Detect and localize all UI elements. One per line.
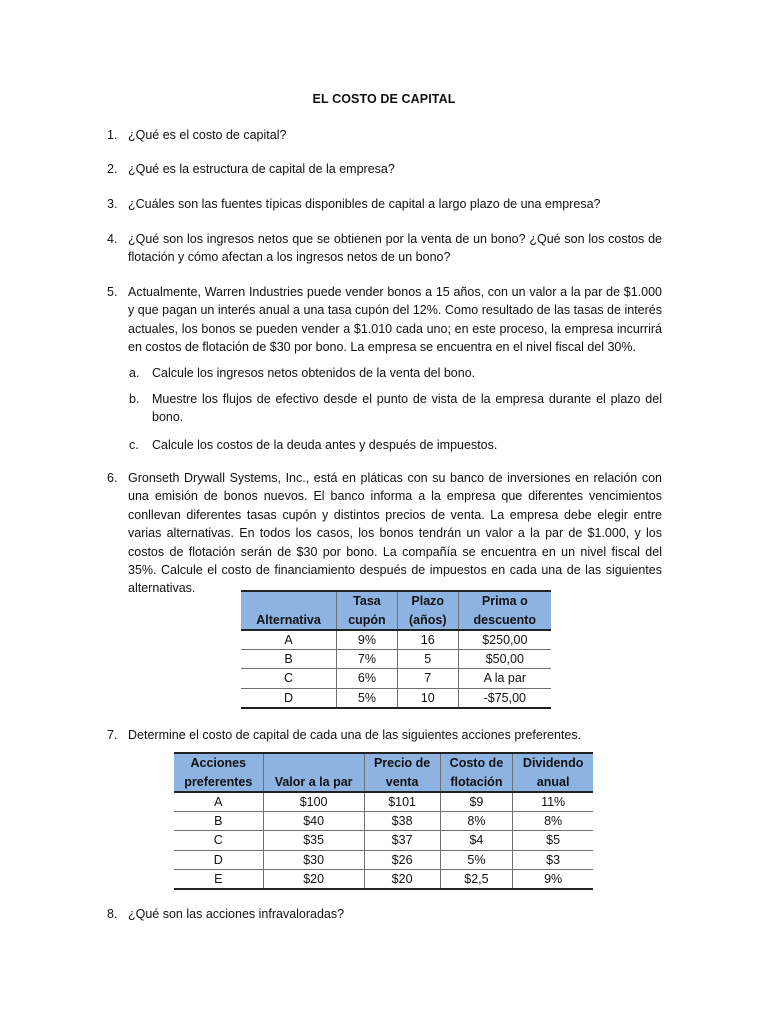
header-costo-de-flotacion: Costo de flotación (440, 753, 513, 792)
header-alternativa: Alternativa (241, 591, 337, 630)
table-cell: 6% (337, 669, 398, 688)
question-number: 6. (107, 471, 118, 485)
sub-item-text: Muestre los flujos de efectivo desde el punto de vista de la empresa durante el plazo del bono. (152, 392, 662, 425)
sub-item-letter: a. (129, 366, 140, 380)
sub-item-letter: b. (129, 392, 140, 406)
table-cell: 5% (440, 850, 513, 869)
table-cell: $20 (364, 869, 440, 889)
table-header-row (174, 753, 593, 792)
question-text: Actualmente, Warren Industries puede vender bonos a 15 años, con un valor a la par de $1.000 y que pagan un interés anual a una tasa cupón del 12%. Como resultado de las tasas de interés actuales, los bonos se pueden vender a $1.010 cada uno; en este proceso, la empresa incurrirá en costos de flotación de $30 por bono. La empresa se encuentra en el nivel fiscal del 30%. (128, 285, 662, 355)
header-plazo: Plazo (años) (397, 591, 458, 630)
question-text: Determine el costo de capital de cada una de las siguientes acciones preferentes. (128, 728, 582, 742)
table-cell: B (284, 652, 293, 667)
table-cell: 8% (513, 812, 593, 831)
table-cell: 7% (337, 650, 398, 669)
table-cell: 9% (513, 869, 593, 889)
header-prima-descuento: Prima o descuento (458, 591, 551, 630)
table-row (174, 869, 593, 889)
table-row (241, 630, 551, 650)
bond-alternatives-table (241, 590, 551, 709)
table-cell: A la par (458, 669, 551, 688)
table-header-row (241, 591, 551, 630)
table-cell: $26 (364, 850, 440, 869)
header-tasa-cupon: Tasa cupón (337, 591, 398, 630)
question-number: 4. (107, 232, 118, 246)
table-cell: $40 (263, 812, 364, 831)
table-row (174, 812, 593, 831)
question-number: 8. (107, 907, 118, 921)
table-cell: 7 (397, 669, 458, 688)
sub-item-text: Calcule los costos de la deuda antes y después de impuestos. (152, 438, 498, 452)
header-dividendo-anual: Dividendo anual (513, 753, 593, 792)
question-text: ¿Qué son las acciones infravaloradas? (128, 907, 345, 921)
table-row (174, 850, 593, 869)
question-text: ¿Qué son los ingresos netos que se obtienen por la venta de un bono? ¿Qué son los costos de flotación y cómo afectan a los ingresos netos de un bono? (128, 232, 662, 265)
table-row (241, 688, 551, 708)
table-cell: $20 (263, 869, 364, 889)
table-cell: A (214, 795, 223, 809)
table-cell: $37 (364, 831, 440, 850)
question-text: ¿Cuáles son las fuentes típicas disponibles de capital a largo plazo de una empresa? (128, 197, 601, 211)
preferred-stock-table (174, 752, 593, 890)
question-number: 3. (107, 197, 118, 211)
table-cell: D (213, 852, 223, 867)
question-number: 1. (107, 128, 118, 142)
table-cell: -$75,00 (458, 688, 551, 708)
header-valor-a-la-par: Valor a la par (263, 753, 364, 792)
table-cell: $101 (364, 792, 440, 812)
header-acciones-preferentes: Acciones preferentes (174, 753, 263, 792)
table-cell: C (213, 833, 223, 848)
table-cell: $4 (440, 831, 513, 850)
table-cell: C (284, 671, 294, 686)
table-cell: 10 (397, 688, 458, 708)
table-row (241, 669, 551, 688)
header-precio-de-venta: Precio de venta (364, 753, 440, 792)
table-row (174, 831, 593, 850)
table-cell: A (284, 633, 293, 647)
table-row (241, 650, 551, 669)
question-number: 7. (107, 728, 118, 742)
table-cell: $38 (364, 812, 440, 831)
table-cell: $2,5 (440, 869, 513, 889)
table-cell: $50,00 (458, 650, 551, 669)
table-cell: $35 (263, 831, 364, 850)
table-cell: 16 (397, 630, 458, 650)
table-cell: B (214, 814, 223, 829)
table-row (174, 792, 593, 812)
sub-item-text: Calcule los ingresos netos obtenidos de la venta del bono. (152, 366, 476, 380)
question-number: 5. (107, 285, 118, 299)
table-cell: E (214, 871, 223, 886)
table-cell: D (284, 690, 294, 705)
table-cell: $30 (263, 850, 364, 869)
question-text: ¿Qué es la estructura de capital de la empresa? (128, 162, 395, 176)
table-cell: $9 (440, 792, 513, 812)
question-text: Gronseth Drywall Systems, Inc., está en pláticas con su banco de inversiones en relación con una emisión de bonos nuevos. El banco informa a la empresa que diferentes vencimientos conllevan diferentes tasas cupón y distintos precios de venta. La empresa debe elegir entre varias alternativas. En todos los casos, los bonos tendrán un valor a la par de $1.000, y los costos de flotación serán de $30 por bono. La compañía se encuentra en un nivel fiscal del 35%. Calcule el costo de financiamiento después de impuestos en cada una de las siguientes alternativas. (128, 471, 662, 596)
question-text: ¿Qué es el costo de capital? (128, 128, 287, 142)
table-cell: 5 (397, 650, 458, 669)
document-title: EL COSTO DE CAPITAL (312, 92, 456, 106)
question-number: 2. (107, 162, 118, 176)
table-cell: 8% (440, 812, 513, 831)
sub-item-letter: c. (129, 438, 139, 452)
table-cell: 11% (513, 792, 593, 812)
table-cell: $250,00 (458, 630, 551, 650)
table-cell: $100 (263, 792, 364, 812)
table-cell: 9% (337, 630, 398, 650)
table-cell: 5% (337, 688, 398, 708)
table-cell: $5 (513, 831, 593, 850)
table-cell: $3 (513, 850, 593, 869)
